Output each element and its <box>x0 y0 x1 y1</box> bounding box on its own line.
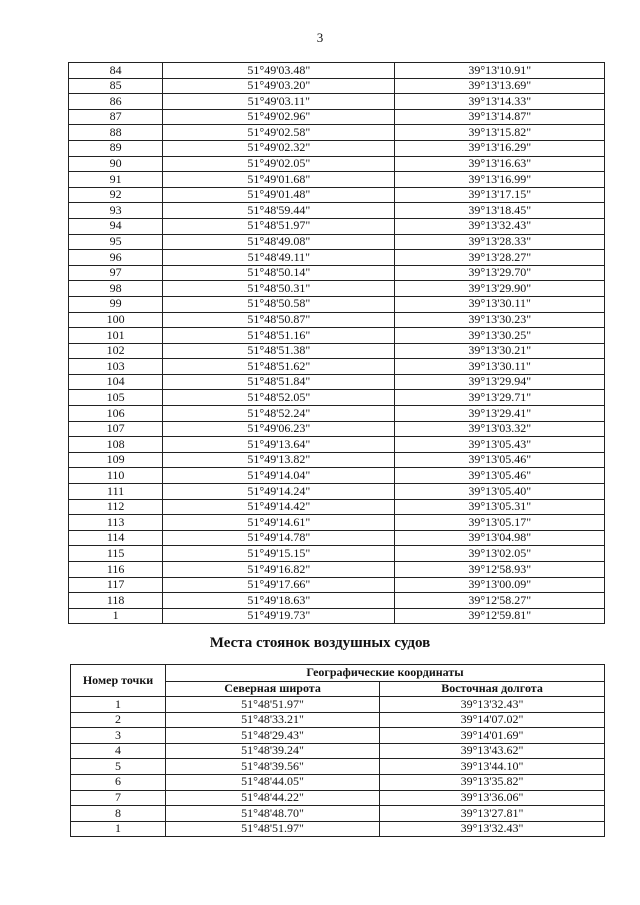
table-row <box>69 312 605 328</box>
latitude-cell: 51°48'51.97" <box>166 821 380 837</box>
latitude-cell: 51°49'02.58" <box>163 125 395 141</box>
longitude-cell: 39°13'32.43" <box>380 697 605 713</box>
point-number-cell: 111 <box>69 484 163 500</box>
point-number-cell: 101 <box>69 328 163 344</box>
boundary-coordinates-body <box>69 63 605 624</box>
latitude-cell: 51°49'13.82" <box>163 452 395 468</box>
point-number-cell: 100 <box>69 312 163 328</box>
table-row <box>69 94 605 110</box>
latitude-cell: 51°48'29.43" <box>166 728 380 744</box>
section-title: Места стоянок воздушных судов <box>209 635 431 651</box>
latitude-cell: 51°48'39.24" <box>166 743 380 759</box>
table-row <box>71 728 605 744</box>
point-number-cell: 112 <box>69 499 163 515</box>
latitude-cell: 51°48'50.58" <box>163 296 395 312</box>
header-north-latitude: Северная широта <box>166 682 380 697</box>
longitude-cell: 39°13'05.31" <box>395 499 605 515</box>
latitude-cell: 51°48'39.56" <box>166 759 380 775</box>
longitude-cell: 39°13'16.63" <box>395 156 605 172</box>
longitude-cell: 39°13'04.98" <box>395 530 605 546</box>
latitude-cell: 51°48'33.21" <box>166 712 380 728</box>
longitude-cell: 39°13'05.40" <box>395 484 605 500</box>
latitude-cell: 51°49'03.11" <box>163 94 395 110</box>
table-row <box>69 468 605 484</box>
point-number-cell: 6 <box>71 774 166 790</box>
latitude-cell: 51°49'01.68" <box>163 172 395 188</box>
table-row <box>69 374 605 390</box>
latitude-cell: 51°48'49.11" <box>163 250 395 266</box>
latitude-cell: 51°48'49.08" <box>163 234 395 250</box>
point-number-cell: 96 <box>69 250 163 266</box>
longitude-cell: 39°13'03.32" <box>395 421 605 437</box>
table-row <box>69 530 605 546</box>
table-row <box>71 774 605 790</box>
longitude-cell: 39°13'15.82" <box>395 125 605 141</box>
table-row <box>69 78 605 94</box>
point-number-cell: 109 <box>69 452 163 468</box>
point-number-cell: 8 <box>71 806 166 822</box>
longitude-cell: 39°13'30.11" <box>395 359 605 375</box>
table-row <box>69 218 605 234</box>
point-number-cell: 116 <box>69 562 163 578</box>
longitude-cell: 39°13'00.09" <box>395 577 605 593</box>
table-row <box>71 697 605 713</box>
latitude-cell: 51°48'51.97" <box>166 697 380 713</box>
page-number: 3 <box>316 30 324 45</box>
longitude-cell: 39°13'29.41" <box>395 406 605 422</box>
latitude-cell: 51°49'17.66" <box>163 577 395 593</box>
table-row <box>69 421 605 437</box>
table-row <box>69 203 605 219</box>
point-number-cell: 1 <box>71 821 166 837</box>
header-point-number: Номер точки <box>71 665 166 697</box>
point-number-cell: 93 <box>69 203 163 219</box>
longitude-cell: 39°13'16.29" <box>395 140 605 156</box>
latitude-cell: 51°49'14.42" <box>163 499 395 515</box>
latitude-cell: 51°48'50.14" <box>163 265 395 281</box>
point-number-cell: 103 <box>69 359 163 375</box>
table-row <box>69 172 605 188</box>
table-row <box>69 577 605 593</box>
longitude-cell: 39°13'32.43" <box>380 821 605 837</box>
table-row <box>69 281 605 297</box>
longitude-cell: 39°13'29.71" <box>395 390 605 406</box>
point-number-cell: 4 <box>71 743 166 759</box>
longitude-cell: 39°13'28.33" <box>395 234 605 250</box>
latitude-cell: 51°48'51.97" <box>163 218 395 234</box>
table-row <box>69 140 605 156</box>
table-row <box>69 63 605 79</box>
table-row <box>69 250 605 266</box>
table-row <box>71 790 605 806</box>
point-number-cell: 7 <box>71 790 166 806</box>
point-number-cell: 98 <box>69 281 163 297</box>
table-row <box>69 359 605 375</box>
table-row <box>69 343 605 359</box>
longitude-cell: 39°14'01.69" <box>380 728 605 744</box>
point-number-cell: 88 <box>69 125 163 141</box>
latitude-cell: 51°49'14.24" <box>163 484 395 500</box>
table-row <box>69 234 605 250</box>
parking-coordinates-table <box>70 664 605 837</box>
table-row <box>69 125 605 141</box>
header-east-longitude: Восточная долгота <box>380 682 605 697</box>
point-number-cell: 91 <box>69 172 163 188</box>
parking-coordinates-body <box>71 697 605 837</box>
point-number-cell: 115 <box>69 546 163 562</box>
longitude-cell: 39°13'43.62" <box>380 743 605 759</box>
table-row <box>69 546 605 562</box>
table-row <box>71 712 605 728</box>
table-row <box>71 743 605 759</box>
point-number-cell: 5 <box>71 759 166 775</box>
table-row <box>69 562 605 578</box>
point-number-cell: 95 <box>69 234 163 250</box>
point-number-cell: 97 <box>69 265 163 281</box>
latitude-cell: 51°49'14.04" <box>163 468 395 484</box>
longitude-cell: 39°13'05.17" <box>395 515 605 531</box>
latitude-cell: 51°48'44.05" <box>166 774 380 790</box>
latitude-cell: 51°49'19.73" <box>163 608 395 624</box>
table-row <box>69 437 605 453</box>
table-row <box>69 296 605 312</box>
point-number-cell: 3 <box>71 728 166 744</box>
table-row <box>69 608 605 624</box>
longitude-cell: 39°13'16.99" <box>395 172 605 188</box>
latitude-cell: 51°48'50.87" <box>163 312 395 328</box>
longitude-cell: 39°13'30.11" <box>395 296 605 312</box>
longitude-cell: 39°14'07.02" <box>380 712 605 728</box>
latitude-cell: 51°49'02.96" <box>163 109 395 125</box>
table-row <box>69 328 605 344</box>
table-row <box>69 406 605 422</box>
point-number-cell: 86 <box>69 94 163 110</box>
point-number-cell: 89 <box>69 140 163 156</box>
point-number-cell: 84 <box>69 63 163 79</box>
longitude-cell: 39°13'29.94" <box>395 374 605 390</box>
point-number-cell: 110 <box>69 468 163 484</box>
point-number-cell: 87 <box>69 109 163 125</box>
longitude-cell: 39°13'29.90" <box>395 281 605 297</box>
header-geographic-coordinates: Географические координаты <box>166 665 605 682</box>
latitude-cell: 51°48'51.62" <box>163 359 395 375</box>
boundary-coordinates-table <box>68 62 605 624</box>
longitude-cell: 39°12'58.93" <box>395 562 605 578</box>
longitude-cell: 39°13'30.23" <box>395 312 605 328</box>
latitude-cell: 51°49'02.05" <box>163 156 395 172</box>
point-number-cell: 106 <box>69 406 163 422</box>
point-number-cell: 107 <box>69 421 163 437</box>
latitude-cell: 51°49'15.15" <box>163 546 395 562</box>
latitude-cell: 51°49'18.63" <box>163 593 395 609</box>
longitude-cell: 39°13'27.81" <box>380 806 605 822</box>
point-number-cell: 117 <box>69 577 163 593</box>
table-row <box>69 390 605 406</box>
point-number-cell: 85 <box>69 78 163 94</box>
longitude-cell: 39°13'35.82" <box>380 774 605 790</box>
table-row <box>69 499 605 515</box>
latitude-cell: 51°49'14.78" <box>163 530 395 546</box>
table-row <box>69 515 605 531</box>
point-number-cell: 102 <box>69 343 163 359</box>
point-number-cell: 99 <box>69 296 163 312</box>
table-row <box>69 593 605 609</box>
table-row <box>69 484 605 500</box>
point-number-cell: 2 <box>71 712 166 728</box>
parking-table-header <box>71 665 605 697</box>
point-number-cell: 114 <box>69 530 163 546</box>
latitude-cell: 51°48'52.05" <box>163 390 395 406</box>
latitude-cell: 51°48'51.16" <box>163 328 395 344</box>
longitude-cell: 39°13'05.43" <box>395 437 605 453</box>
table-row <box>69 265 605 281</box>
latitude-cell: 51°49'03.48" <box>163 63 395 79</box>
longitude-cell: 39°13'18.45" <box>395 203 605 219</box>
latitude-cell: 51°48'48.70" <box>166 806 380 822</box>
point-number-cell: 92 <box>69 187 163 203</box>
longitude-cell: 39°13'05.46" <box>395 452 605 468</box>
longitude-cell: 39°12'59.81" <box>395 608 605 624</box>
table-row <box>69 452 605 468</box>
table-row <box>71 759 605 775</box>
longitude-cell: 39°13'13.69" <box>395 78 605 94</box>
latitude-cell: 51°49'14.61" <box>163 515 395 531</box>
table-row <box>71 806 605 822</box>
longitude-cell: 39°13'30.25" <box>395 328 605 344</box>
latitude-cell: 51°49'13.64" <box>163 437 395 453</box>
point-number-cell: 1 <box>71 697 166 713</box>
point-number-cell: 113 <box>69 515 163 531</box>
latitude-cell: 51°48'50.31" <box>163 281 395 297</box>
point-number-cell: 1 <box>69 608 163 624</box>
table-row <box>69 156 605 172</box>
longitude-cell: 39°13'29.70" <box>395 265 605 281</box>
latitude-cell: 51°49'01.48" <box>163 187 395 203</box>
longitude-cell: 39°13'05.46" <box>395 468 605 484</box>
latitude-cell: 51°49'03.20" <box>163 78 395 94</box>
longitude-cell: 39°13'10.91" <box>395 63 605 79</box>
longitude-cell: 39°13'32.43" <box>395 218 605 234</box>
table-row <box>69 187 605 203</box>
longitude-cell: 39°13'17.15" <box>395 187 605 203</box>
longitude-cell: 39°13'36.06" <box>380 790 605 806</box>
longitude-cell: 39°13'30.21" <box>395 343 605 359</box>
latitude-cell: 51°48'59.44" <box>163 203 395 219</box>
latitude-cell: 51°48'51.84" <box>163 374 395 390</box>
latitude-cell: 51°49'06.23" <box>163 421 395 437</box>
latitude-cell: 51°48'44.22" <box>166 790 380 806</box>
longitude-cell: 39°13'02.05" <box>395 546 605 562</box>
point-number-cell: 105 <box>69 390 163 406</box>
point-number-cell: 118 <box>69 593 163 609</box>
table-row <box>69 109 605 125</box>
point-number-cell: 94 <box>69 218 163 234</box>
longitude-cell: 39°13'28.27" <box>395 250 605 266</box>
longitude-cell: 39°12'58.27" <box>395 593 605 609</box>
latitude-cell: 51°48'51.38" <box>163 343 395 359</box>
point-number-cell: 108 <box>69 437 163 453</box>
point-number-cell: 90 <box>69 156 163 172</box>
latitude-cell: 51°49'02.32" <box>163 140 395 156</box>
point-number-cell: 104 <box>69 374 163 390</box>
longitude-cell: 39°13'14.87" <box>395 109 605 125</box>
latitude-cell: 51°48'52.24" <box>163 406 395 422</box>
longitude-cell: 39°13'44.10" <box>380 759 605 775</box>
table-row <box>71 821 605 837</box>
latitude-cell: 51°49'16.82" <box>163 562 395 578</box>
longitude-cell: 39°13'14.33" <box>395 94 605 110</box>
